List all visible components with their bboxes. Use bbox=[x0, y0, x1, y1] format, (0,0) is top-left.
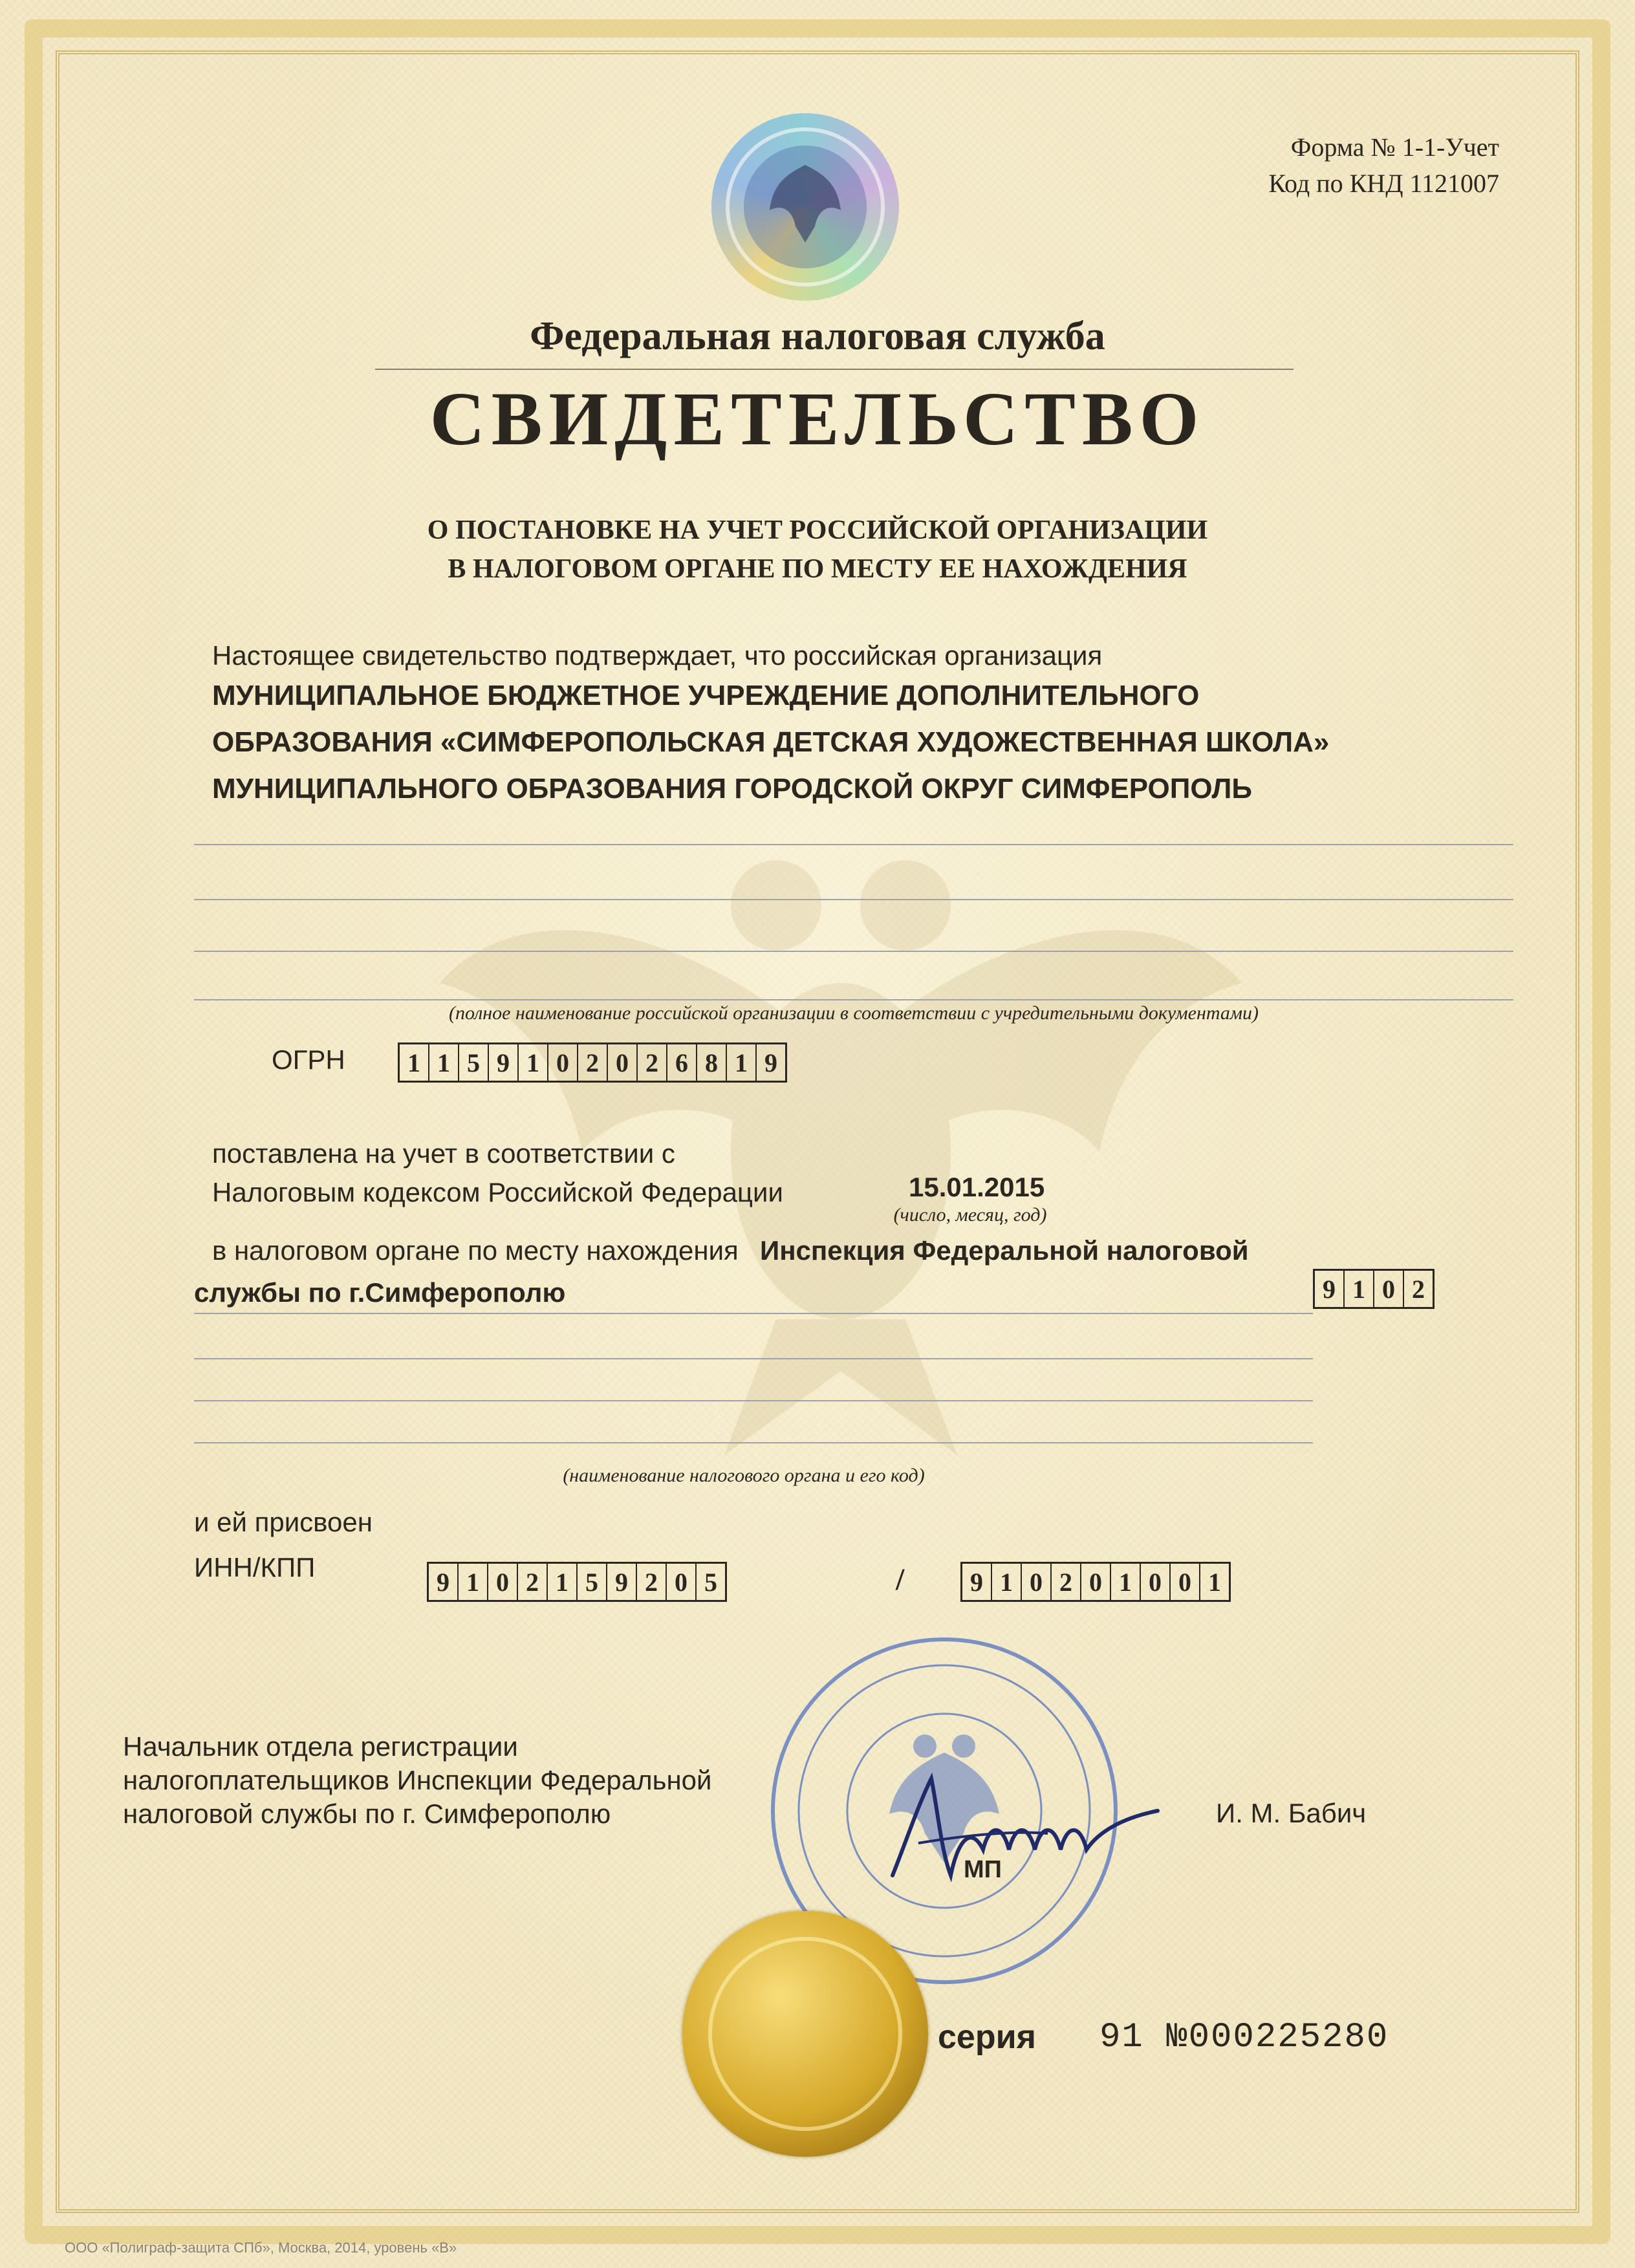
ogrn-digits bbox=[398, 1042, 787, 1083]
ogrn-digit: 8 bbox=[696, 1044, 726, 1081]
certificate-subtitle bbox=[0, 511, 1635, 589]
authority-line-2: службы по г.Симферополю bbox=[194, 1277, 566, 1308]
kpp-digit: 0 bbox=[1169, 1564, 1199, 1600]
intro-text: Настоящее свидетельство подтверждает, что российская организация bbox=[212, 640, 1103, 671]
authority-caption: (наименование налогового органа и его код) bbox=[563, 1465, 925, 1486]
kpp-digit: 0 bbox=[1021, 1564, 1050, 1600]
signatory-line-2: налогоплательщиков Инспекции Федеральной bbox=[123, 1765, 712, 1795]
inn-kpp-separator: / bbox=[896, 1562, 905, 1597]
kpp-digit: 1 bbox=[991, 1564, 1021, 1600]
ogrn-digit: 0 bbox=[547, 1044, 577, 1081]
inn-digit: 0 bbox=[666, 1564, 695, 1600]
org-name-line-1: МУНИЦИПАЛЬНОЕ БЮДЖЕТНОЕ УЧРЕЖДЕНИЕ ДОПОЛНИТЕЛЬНОГО bbox=[212, 680, 1200, 711]
form-info bbox=[1268, 129, 1499, 202]
stamp-place-label: МП bbox=[964, 1856, 1002, 1883]
ogrn-digit: 1 bbox=[407, 1048, 420, 1077]
gold-seal-icon bbox=[682, 1911, 928, 2157]
inn-digit: 0 bbox=[487, 1564, 517, 1600]
authority-line-1: Инспекция Федеральной налоговой bbox=[760, 1235, 1249, 1266]
inn-digit: 1 bbox=[457, 1564, 487, 1600]
organization-name bbox=[212, 673, 1538, 812]
authority-code-digits bbox=[1313, 1269, 1435, 1309]
registration-line-1: поставлена на учет в соответствии с bbox=[212, 1138, 675, 1169]
authority-code-digit: 9 bbox=[1323, 1274, 1336, 1304]
inn-digit: 5 bbox=[576, 1564, 606, 1600]
ogrn-digit: 2 bbox=[577, 1044, 607, 1081]
fill-line bbox=[194, 844, 1513, 845]
kpp-digit: 2 bbox=[1050, 1564, 1080, 1600]
inn-digit: 1 bbox=[547, 1564, 576, 1600]
kpp-digit: 1 bbox=[1199, 1564, 1229, 1600]
org-name-line-3: МУНИЦИПАЛЬНОГО ОБРАЗОВАНИЯ ГОРОДСКОЙ ОКРУГ СИМФЕРОПОЛЬ bbox=[212, 773, 1252, 805]
series-number: 91 №000225280 bbox=[1099, 2018, 1389, 2057]
assigned-text: и ей присвоен bbox=[194, 1507, 373, 1537]
inn-kpp-label: ИНН/КПП bbox=[194, 1552, 316, 1582]
subtitle-line-2: В НАЛОГОВОМ ОРГАНЕ ПО МЕСТУ ЕЕ НАХОЖДЕНИЯ bbox=[448, 554, 1187, 584]
fill-line bbox=[194, 951, 1513, 952]
inn-digit: 5 bbox=[695, 1564, 725, 1600]
inn-digit: 9 bbox=[606, 1564, 636, 1600]
kpp-digit: 9 bbox=[970, 1567, 983, 1597]
subtitle-line-1: О ПОСТАНОВКЕ НА УЧЕТ РОССИЙСКОЙ ОРГАНИЗАЦИИ bbox=[427, 515, 1208, 545]
seal-ring bbox=[708, 1937, 902, 2131]
ogrn-digit: 2 bbox=[636, 1044, 666, 1081]
series-label: серия bbox=[938, 2018, 1036, 2056]
form-number: Форма № 1-1-Учет bbox=[1290, 133, 1499, 162]
authority-code-digit: 0 bbox=[1373, 1271, 1403, 1307]
authority-code-digit: 2 bbox=[1403, 1271, 1433, 1307]
fill-line bbox=[194, 1358, 1313, 1359]
ogrn-digit: 1 bbox=[517, 1044, 547, 1081]
signatory-line-1: Начальник отдела регистрации bbox=[123, 1731, 518, 1762]
registration-line-3: в налоговом органе по месту нахождения bbox=[212, 1235, 739, 1266]
inn-digit: 2 bbox=[636, 1564, 666, 1600]
ogrn-digit: 1 bbox=[428, 1044, 458, 1081]
org-name-caption: (полное наименование российской организации в соответствии с учредительными документами) bbox=[448, 1002, 1259, 1024]
fill-line bbox=[194, 999, 1513, 1000]
authority-code-digit: 1 bbox=[1343, 1271, 1373, 1307]
eagle-watermark-icon bbox=[414, 789, 1268, 1468]
signature-icon bbox=[880, 1766, 1171, 1895]
fill-line bbox=[194, 1442, 1313, 1443]
registration-line-2: Налоговым кодексом Российской Федерации bbox=[212, 1177, 783, 1207]
org-name-line-2: ОБРАЗОВАНИЯ «СИМФЕРОПОЛЬСКАЯ ДЕТСКАЯ ХУДОЖЕСТВЕННАЯ ШКОЛА» bbox=[212, 726, 1330, 758]
certificate-title: СВИДЕТЕЛЬСТВО bbox=[429, 376, 1206, 461]
agency-name: Федеральная налоговая служба bbox=[530, 314, 1105, 358]
signatory-name: И. М. Бабич bbox=[1216, 1798, 1367, 1828]
kpp-digits bbox=[960, 1562, 1231, 1602]
kpp-digit: 0 bbox=[1140, 1564, 1169, 1600]
ogrn-digit: 6 bbox=[666, 1044, 696, 1081]
kpp-digit: 0 bbox=[1080, 1564, 1110, 1600]
fill-line bbox=[194, 1313, 1313, 1314]
ogrn-label: ОГРН bbox=[272, 1044, 345, 1075]
knd-code: Код по КНД 1121007 bbox=[1268, 169, 1499, 198]
ogrn-digit: 5 bbox=[458, 1044, 488, 1081]
ogrn-digit: 0 bbox=[607, 1044, 636, 1081]
signatory-title bbox=[123, 1730, 712, 1831]
ogrn-digit: 9 bbox=[488, 1044, 517, 1081]
fill-line bbox=[194, 899, 1513, 900]
kpp-digit: 1 bbox=[1110, 1564, 1140, 1600]
hologram-emblem-icon bbox=[711, 113, 899, 301]
signatory-line-3: налоговой службы по г. Симферополю bbox=[123, 1798, 611, 1829]
inn-digit: 9 bbox=[437, 1567, 449, 1597]
inn-digits bbox=[427, 1562, 727, 1602]
inn-digit: 2 bbox=[517, 1564, 547, 1600]
registration-date: 15.01.2015 bbox=[909, 1172, 1045, 1202]
ogrn-digit: 9 bbox=[755, 1044, 785, 1081]
printer-info: ООО «Полиграф-защита СПб», Москва, 2014, уровень «В» bbox=[65, 2240, 457, 2256]
fill-line bbox=[194, 1400, 1313, 1401]
ogrn-digit: 1 bbox=[726, 1044, 755, 1081]
date-caption: (число, месяц, год) bbox=[893, 1204, 1047, 1226]
agency-divider bbox=[375, 369, 1294, 370]
